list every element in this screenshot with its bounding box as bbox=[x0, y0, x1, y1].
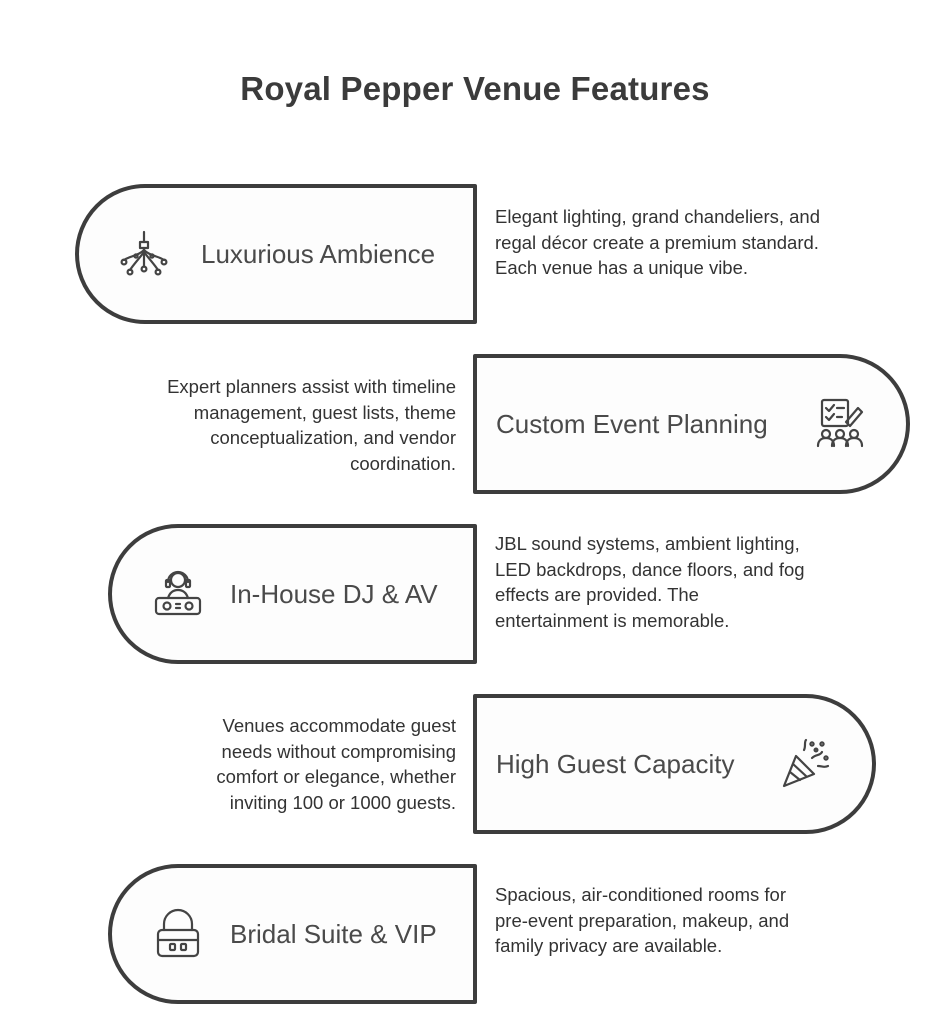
handbag-icon bbox=[150, 906, 206, 962]
feature-description-2: Expert planners assist with timeline management, guest lists, theme conceptualization, and vendor coordination. bbox=[167, 376, 456, 474]
feature-description-5: Spacious, air-conditioned rooms for pre-event preparation, makeup, and family privacy are available. bbox=[495, 884, 790, 956]
party-popper-icon bbox=[778, 736, 834, 792]
feature-label-2: Custom Event Planning bbox=[496, 409, 768, 439]
feature-label-4: High Guest Capacity bbox=[496, 749, 735, 779]
planning-checklist-icon bbox=[812, 396, 868, 452]
chandelier-icon bbox=[116, 226, 172, 282]
feature-label-3: In-House DJ & AV bbox=[230, 579, 438, 609]
feature-description-3: JBL sound systems, ambient lighting, LED backdrops, dance floors, and fog effects are provided. The entertainment is memorable. bbox=[495, 533, 805, 631]
feature-description-4: Venues accommodate guest needs without compromising comfort or elegance, whether inviting 100 or 1000 guests. bbox=[216, 715, 456, 813]
page-title: Royal Pepper Venue Features bbox=[240, 70, 710, 107]
dj-icon bbox=[150, 566, 206, 622]
feature-label-5: Bridal Suite & VIP bbox=[230, 919, 437, 949]
feature-label-1: Luxurious Ambience bbox=[201, 239, 436, 269]
feature-description-1: Elegant lighting, grand chandeliers, and regal décor create a premium standard. Each venue has a unique vibe. bbox=[495, 206, 821, 278]
